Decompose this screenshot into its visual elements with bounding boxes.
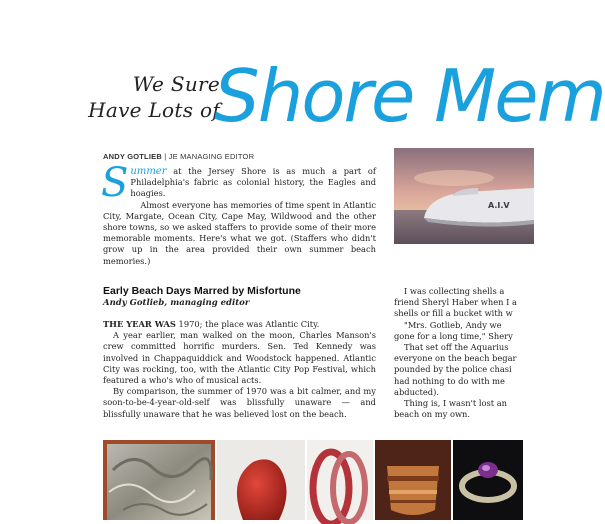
article-paragraph-1 [103, 319, 376, 330]
headline-script: Shore Mem [214, 54, 605, 138]
column2-line: shells or fill a bucket with w [394, 308, 513, 319]
intro-paragraph-1 [101, 160, 376, 206]
column2-line: friend Sheryl Haber when I a [394, 297, 517, 308]
drop-cap: S [101, 160, 129, 206]
column2-line: pounded by the police chasi [394, 364, 512, 375]
intro-text [101, 160, 376, 267]
article-author: Andy Gotlieb, managing editor [103, 298, 250, 308]
column2-line: beach on my own. [394, 409, 471, 420]
column2-line: had nothing to do with me [394, 375, 505, 386]
artwork-photo-4 [375, 440, 451, 520]
artwork-photo-5 [453, 440, 523, 520]
artwork-photo-2 [217, 440, 305, 520]
column2-line: everyone on the beach begar [394, 353, 517, 364]
headline-line-1: We Sure [132, 72, 220, 96]
article-paragraph-3: By comparison, the summer of 1970 was a bit calmer, and my soon-to-be-4-year-old-self was blissfully unaware — and blissfully unaware that he was believed lost on the beach. [103, 386, 376, 419]
column2-line: That set off the Aquarius [404, 341, 509, 352]
article-p1-text: 1970; the place was Atlantic City. [175, 319, 320, 329]
artwork-photo-3 [307, 440, 373, 524]
intro-p1-text: at the Jersey Shore is as much a part of Philadelphia's fabric as colonial history, the Eagles and hoagies. [130, 166, 376, 199]
column2-line: Thing is, I wasn't lost an [404, 397, 507, 408]
headline-line-2: Have Lots of [88, 98, 220, 122]
artwork-photo-strip [103, 440, 523, 520]
column2-line: gone for a long time," Shery [394, 330, 513, 341]
intro-lead-word: ummer [130, 166, 167, 177]
beach-boat-photo [394, 148, 534, 244]
byline-author: ANDY GOTLIEB [103, 152, 162, 161]
column2-line: I was collecting shells a [404, 286, 505, 296]
boat-lettering: A.I.V [488, 201, 510, 210]
byline-role: | JE MANAGING EDITOR [161, 152, 255, 161]
article-paragraph-2: A year earlier, man walked on the moon, Charles Manson's crew committed horrific murders. Sen. Ted Kennedy was involved in Chappaquiddick and Woodstock happened. Atlantic City was rocking, too, with the Atlantic City Pop Festival, which featured a who's who of musical acts. [103, 330, 376, 386]
article-column-1 [103, 319, 376, 420]
article-lead-caps: THE YEAR WAS [103, 319, 176, 329]
article-title: Early Beach Days Marred by Misfortune [103, 285, 301, 297]
intro-paragraph-2: Almost everyone has memories of time spent in Atlantic City, Margate, Ocean City, Cape May, Wildwood and the other shore towns, so we asked staffers to provide some of their more memorable moments. Here's what we got. (Staffers who didn't grow up in the area provided their own summer beach memories.) [103, 199, 376, 266]
artwork-photo-1 [103, 440, 215, 520]
column2-line: abducted). [394, 386, 439, 397]
column2-line: "Mrs. Gotlieb, Andy we [404, 319, 502, 330]
article-column-2 [394, 286, 554, 420]
